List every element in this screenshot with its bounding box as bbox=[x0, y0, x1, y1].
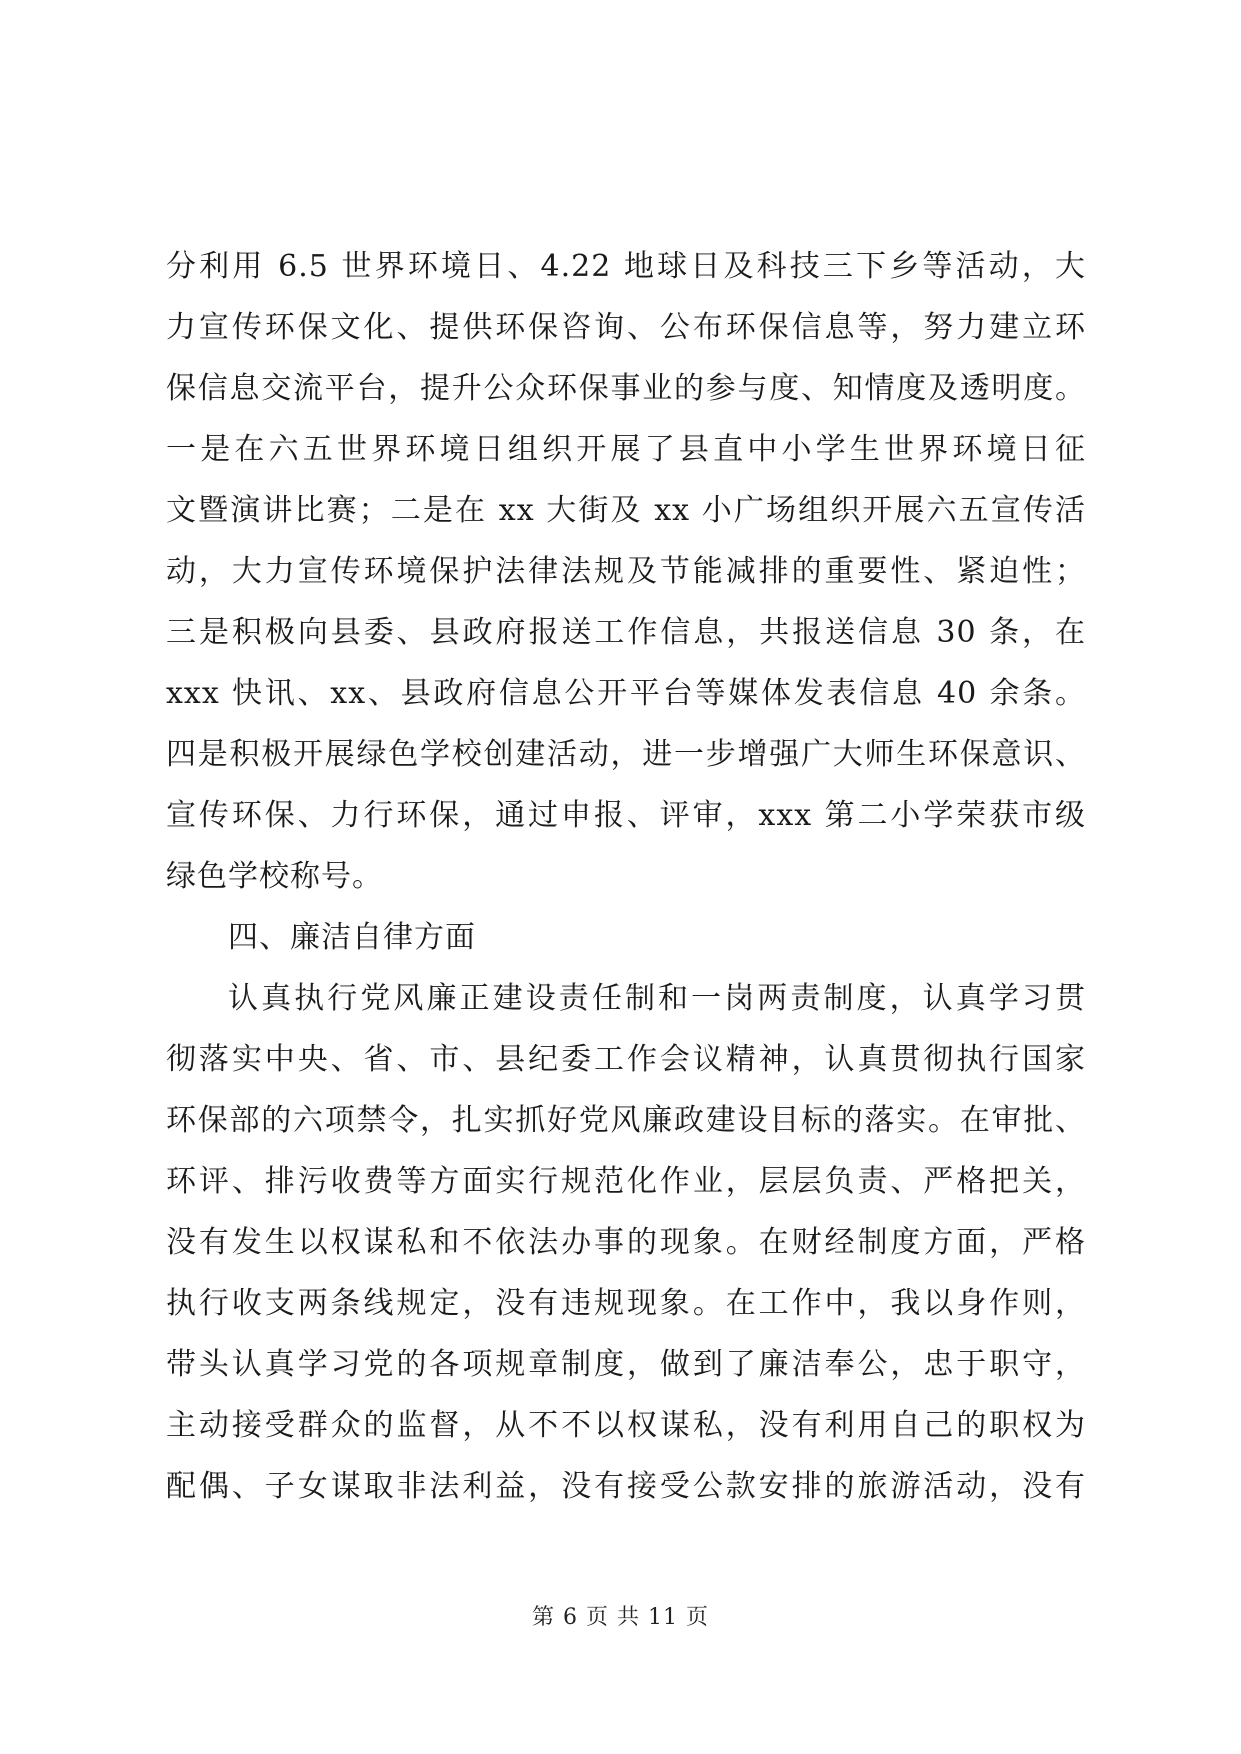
text-line: 执行收支两条线规定，没有违规现象。在工作中，我以身作则， bbox=[166, 1286, 1086, 1321]
page-footer: 第 6 页 共 11 页 bbox=[532, 1605, 709, 1630]
text-line: 保信息交流平台，提升公众环保事业的参与度、知情度及透明度。 bbox=[166, 371, 1086, 406]
text-line: 宣传环保、力行环保，通过申报、评审，xxx 第二小学荣获市级 bbox=[166, 798, 1086, 833]
text-line: 绿色学校称号。 bbox=[166, 859, 383, 894]
text-line: 环保部的六项禁令，扎实抓好党风廉政建设目标的落实。在审批、 bbox=[166, 1103, 1086, 1138]
text-line: 配偶、子女谋取非法利益，没有接受公款安排的旅游活动，没有 bbox=[166, 1469, 1086, 1504]
text-line: 彻落实中央、省、市、县纪委工作会议精神，认真贯彻执行国家 bbox=[166, 1042, 1086, 1077]
section-heading: 四、廉洁自律方面 bbox=[228, 920, 476, 955]
text-line: 没有发生以权谋私和不依法办事的现象。在财经制度方面，严格 bbox=[166, 1225, 1086, 1260]
text-line: 四是积极开展绿色学校创建活动，进一步增强广大师生环保意识、 bbox=[166, 737, 1086, 772]
document-body bbox=[166, 236, 1086, 1517]
text-line: 主动接受群众的监督，从不不以权谋私，没有利用自己的职权为 bbox=[166, 1408, 1086, 1443]
text-line: 一是在六五世界环境日组织开展了县直中小学生世界环境日征 bbox=[166, 432, 1086, 467]
text-line: 动，大力宣传环境保护法律法规及节能减排的重要性、紧迫性； bbox=[166, 554, 1086, 589]
text-line: 力宣传环保文化、提供环保咨询、公布环保信息等，努力建立环 bbox=[166, 310, 1086, 345]
text-line: 三是积极向县委、县政府报送工作信息，共报送信息 30 条，在 bbox=[166, 615, 1086, 650]
text-line: 文暨演讲比赛；二是在 xx 大街及 xx 小广场组织开展六五宣传活 bbox=[166, 493, 1086, 528]
text-line: 分利用 6.5 世界环境日、4.22 地球日及科技三下乡等活动，大 bbox=[166, 249, 1086, 284]
text-line: xxx 快讯、xx、县政府信息公开平台等媒体发表信息 40 余条。 bbox=[166, 676, 1086, 711]
text-line: 环评、排污收费等方面实行规范化作业，层层负责、严格把关， bbox=[166, 1164, 1086, 1199]
text-line: 认真执行党风廉正建设责任制和一岗两责制度，认真学习贯 bbox=[228, 981, 1086, 1016]
text-line: 带头认真学习党的各项规章制度，做到了廉洁奉公，忠于职守， bbox=[166, 1347, 1086, 1382]
